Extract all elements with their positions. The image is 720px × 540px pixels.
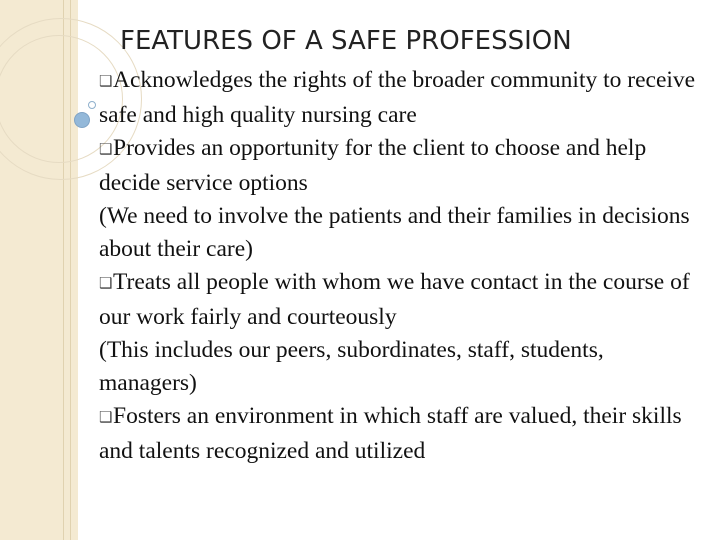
note-text: (We need to involve the patients and their families in decisions about their care) — [99, 203, 690, 262]
bullet-icon: ❑ — [99, 276, 113, 292]
bullet-icon: ❑ — [99, 142, 113, 158]
bullet-item — [99, 64, 699, 132]
decorative-dot-small — [88, 101, 96, 109]
bullet-text: Provides an opportunity for the client to choose and help decide service options — [99, 135, 647, 196]
bullet-text: Treats all people with whom we have contact in the course of our work fairly and courteously — [99, 269, 690, 330]
bullet-item — [99, 400, 699, 468]
slide-title: FEATURES OF A SAFE PROFESSION — [120, 26, 572, 56]
bullet-text: Fosters an environment in which staff are valued, their skills and talents recognized and utilized — [99, 403, 682, 464]
bullet-icon: ❑ — [99, 74, 113, 90]
slide-body — [99, 64, 699, 468]
bullet-item — [99, 132, 699, 200]
note-item — [99, 200, 699, 266]
bullet-item — [99, 266, 699, 334]
decorative-dot — [74, 112, 90, 128]
bullet-icon: ❑ — [99, 410, 113, 426]
bullet-text: Acknowledges the rights of the broader community to receive safe and high quality nursing care — [99, 67, 696, 128]
note-text: (This includes our peers, subordinates, staff, students, managers) — [99, 337, 604, 396]
note-item — [99, 334, 699, 400]
